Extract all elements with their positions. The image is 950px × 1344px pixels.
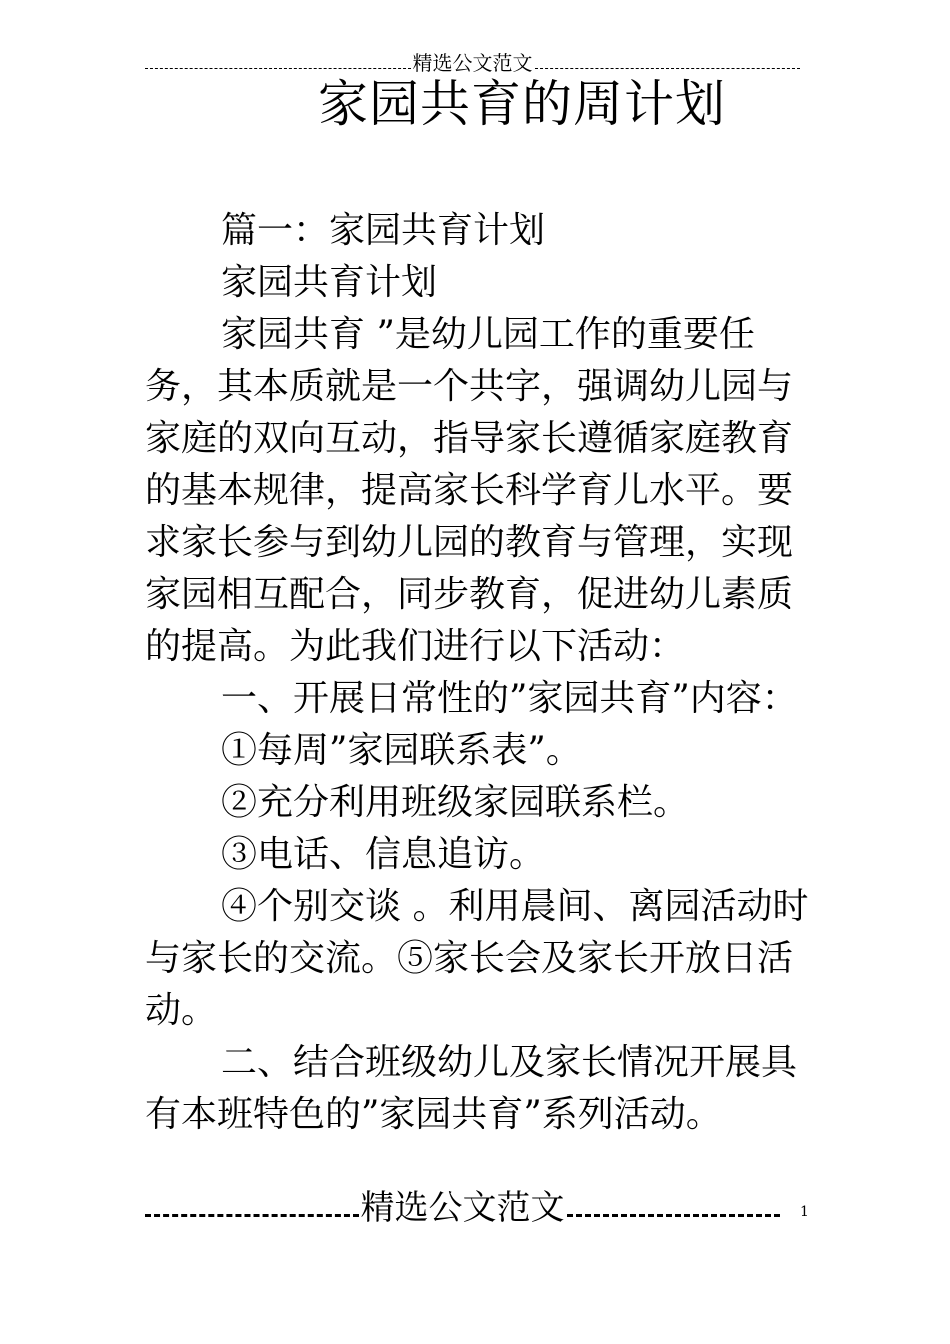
paragraph-list-item: ②充分利用班级家园联系栏。 (221, 782, 690, 823)
header-dash-right (535, 68, 801, 69)
page-number: 1 (800, 1204, 809, 1220)
document-body (145, 205, 815, 1141)
paragraph-list-item: ④个别交谈 。利用晨间、离园活动时与家长的交流。⑤家长会及家长开放日活动。 (145, 886, 809, 1031)
page-footer (145, 1186, 780, 1230)
header-label: 精选公文范文 (412, 51, 533, 75)
footer-dash-right (567, 1214, 781, 1217)
header-dash-left (145, 68, 411, 69)
paragraph-list-item: ①每周”家园联系表”。 (221, 730, 582, 771)
paragraph-intro: 家园共育 ”是幼儿园工作的重要任务，其本质就是一个共字，强调幼儿园与家庭的双向互动，指导家长遵循家庭教育的基本规律，提高家长科学育儿水平。要求家长参与到幼儿园的教育与管理，实现家园相互配合，同步教育，促进幼儿素质的提高。为此我们进行以下活动： (145, 314, 794, 667)
paragraph-list-item: ③电话、信息追访。 (221, 834, 546, 875)
paragraph-item-heading-1: 一、开展日常性的”家园共育”内容： (221, 678, 798, 719)
document-title: 家园共育的周计划 (318, 75, 726, 133)
footer-label: 精选公文范文 (360, 1188, 565, 1228)
paragraph-item-heading-2: 二、结合班级幼儿及家长情况开展具有本班特色的”家园共育”系列活动。 (145, 1042, 798, 1135)
footer-dash-left (145, 1214, 359, 1217)
section-heading: 篇一：家园共育计划 (221, 210, 546, 251)
section-subtitle: 家园共育计划 (221, 262, 438, 303)
